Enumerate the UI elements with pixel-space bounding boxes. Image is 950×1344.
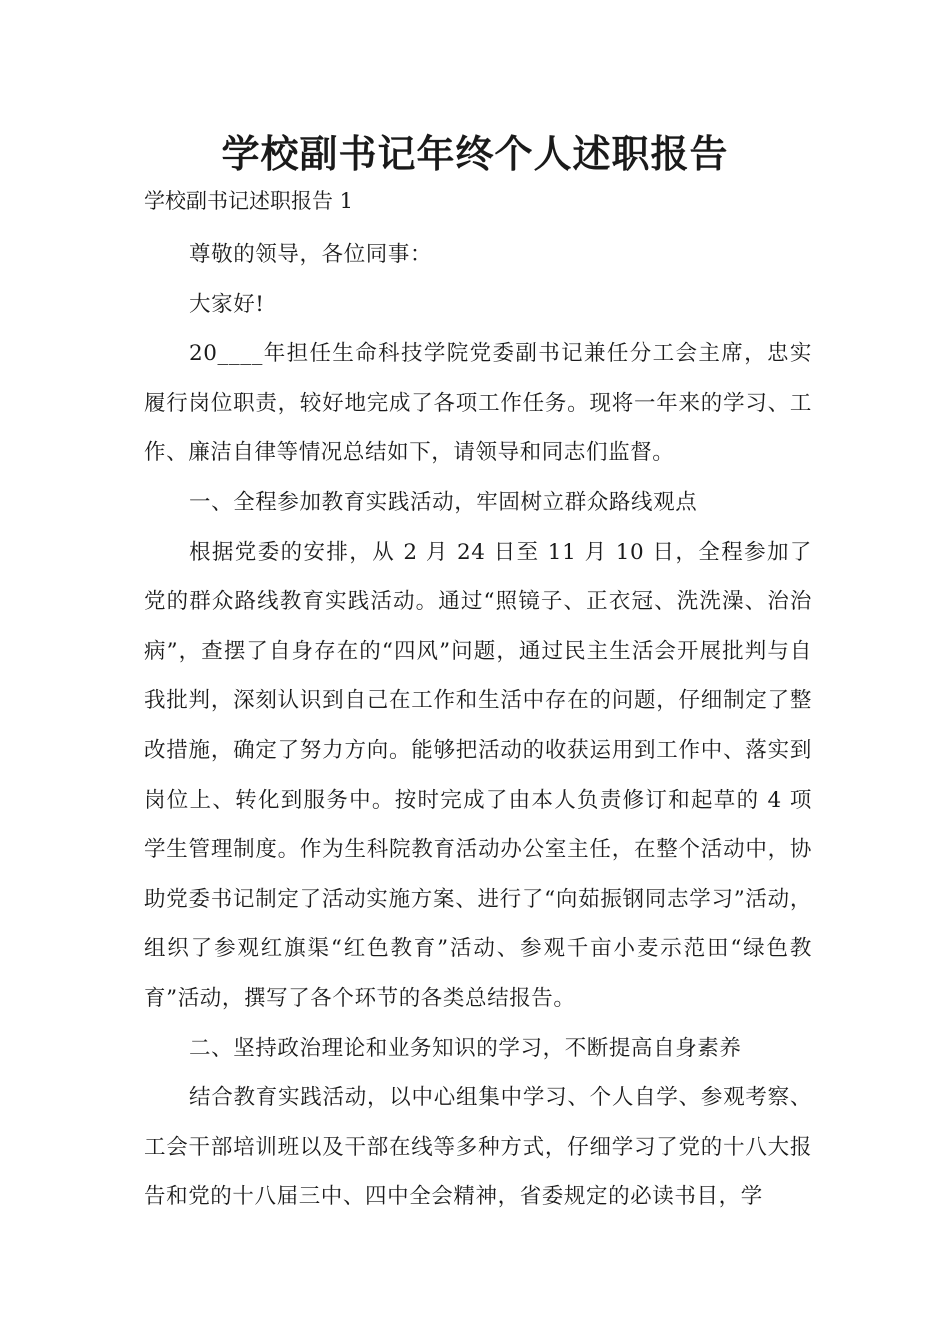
document-title: 学校副书记年终个人述职报告 [221, 132, 729, 176]
paragraph-section-2: 结合教育实践活动，以中心组集中学习、个人自学、参观考察、工会干部培训班以及干部在线等多种方式，仔细学习了党的十八大报告和党的十八届三中、四中全会精神，省委规定的必读书目，学 [144, 1085, 812, 1210]
paragraph-greeting: 大家好! [189, 291, 265, 317]
paragraph-intro: 20____年担任生命科技学院党委副书记兼任分工会主席，忠实履行岗位职责，较好地完成了各项工作任务。现将一年来的学习、工作、廉洁自律等情况总结如下，请领导和同志们监督。 [144, 341, 812, 466]
paragraph-section-1: 根据党委的安排，从 2 月 24 日至 11 月 10 日，全程参加了党的群众路线教育实践活动。通过“照镜子、正衣冠、洗洗澡、治治病”，查摆了自身存在的“四风”问题，通过民主生活会开展批判与自我批判，深刻认识到自己在工作和生活中存在的问题，仔细制定了整改措施，确定了努力方向。能够把活动的收获运用到工作中、落实到岗位上、转化到服务中。按时完成了由本人负责修订和起草的 4 项学生管理制度。作为生科院教育活动办公室主任，在整个活动中，协助党委书记制定了活动实施方案、进行了“向茹振钢同志学习”活动，组织了参观红旗渠“红色教育”活动、参观千亩小麦示范田“绿色教育”活动，撰写了各个环节的各类总结报告。 [144, 539, 812, 1011]
document-subtitle: 学校副书记述职报告 1 [144, 189, 354, 213]
paragraph-salutation: 尊敬的领导，各位同事： [189, 242, 433, 267]
section-heading-2: 二、坚持政治理论和业务知识的学习，不断提高自身素养 [189, 1035, 742, 1061]
document-body [144, 230, 812, 1222]
section-heading-1: 一、全程参加教育实践活动，牢固树立群众路线观点 [189, 489, 698, 515]
